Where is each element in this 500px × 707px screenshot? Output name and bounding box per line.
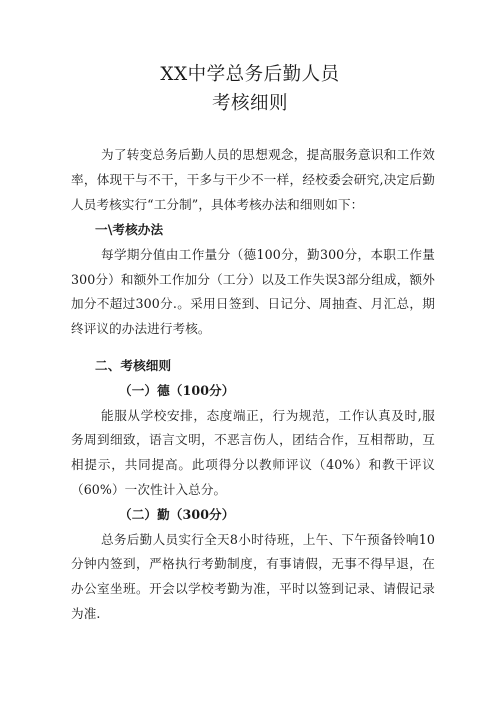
subsection2-paragraph: 总务后勤人员实行全天8小时待班，上午、下午预备铃响10分钟内签到，严格执行考勤制度，有事请假，无事不得早退，在办公室坐班。开会以学校考勤为准，平时以签到记录、请假记录为准.	[71, 531, 435, 621]
section1-heading: 一\考核办法	[95, 222, 164, 237]
intro-block	[71, 143, 435, 217]
document-title: XX中学总务后勤人员	[160, 64, 340, 85]
section2-block	[71, 354, 435, 627]
subsection1-paragraph: 能服从学校安排，态度端正，行为规范，工作认真及时,服务周到细致，语言文明，不恶言伤人，团结合作，互相帮助，互相提示，共同提高。此项得分以教师评议（40%）和教干评议（60%）一次性计入总分。	[71, 407, 435, 497]
section1-block	[71, 218, 435, 342]
subsection2-heading: （二）勤（300分）	[119, 506, 235, 522]
document-subtitle: 考核细则	[211, 93, 288, 114]
section2-heading: 二、考核细则	[95, 358, 172, 373]
section1-paragraph: 每学期分值由工作量分（德100分，勤300分，本职工作量300分）和额外工作加分（工分）以及工作失误3部分组成，额外加分不超过300分.。采用日签到、日记分、周抽查、月汇总，期终评议的办法进行考核。	[71, 246, 435, 337]
subsection1-heading: （一）德（100分）	[119, 382, 235, 398]
intro-paragraph: 为了转变总务后勤人员的思想观念，提高服务意识和工作效率，体现干与不干，干多与干少不一样，经校委会研究,决定后勤人员考核实行“工分制”，具体考核办法和细则如下：	[71, 147, 435, 212]
